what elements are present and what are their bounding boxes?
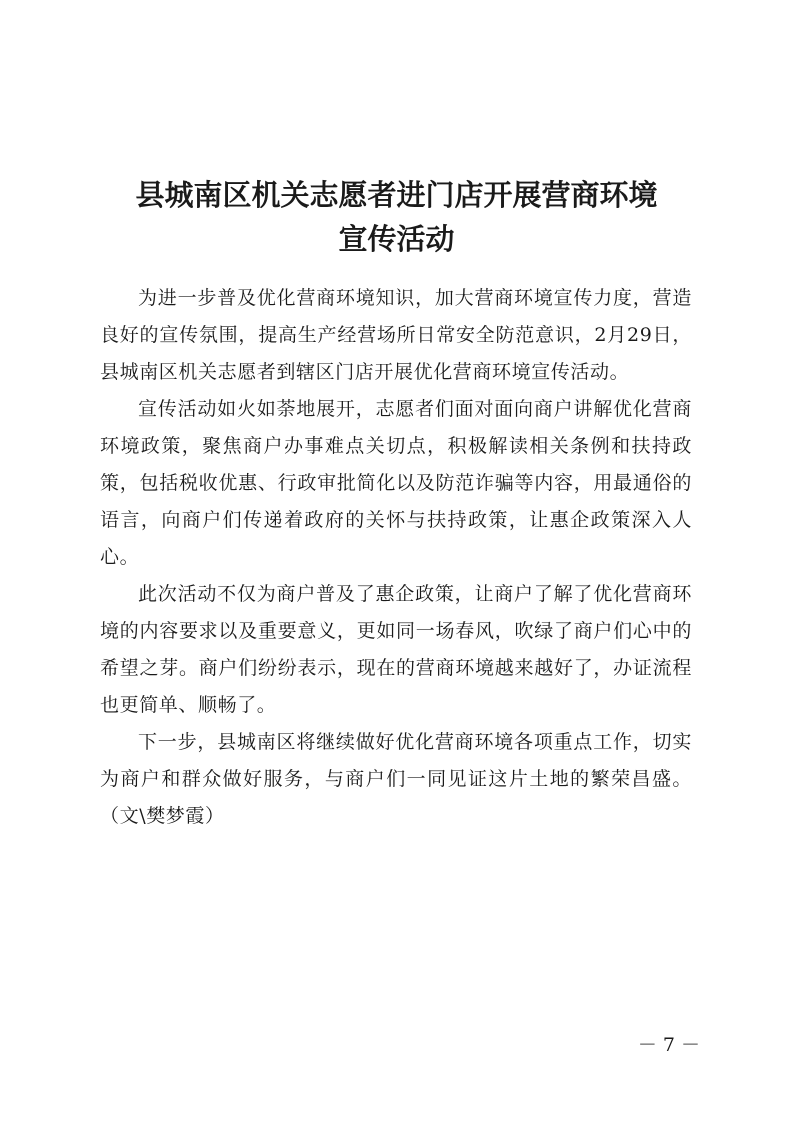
paragraph-1: 为进一步普及优化营商环境知识，加大营商环境宣传力度，营造良好的宣传氛围，提高生产经营场所日常安全防范意识，2月29日，县城南区机关志愿者到辖区门店开展优化营商环境宣传活动。 xyxy=(100,287,692,383)
paragraph-2: 宣传活动如火如荼地展开，志愿者们面对面向商户讲解优化营商环境政策，聚焦商户办事难点关切点，积极解读相关条例和扶持政策，包括税收优惠、行政审批简化以及防范诈骗等内容，用最通俗的语言，向商户们传递着政府的关怀与扶持政策，让惠企政策深入人心。 xyxy=(100,398,692,568)
document-body xyxy=(100,280,692,835)
paragraph-4: 下一步，县城南区将继续做好优化营商环境各项重点工作，切实为商户和群众做好服务，与商户们一同见证这片土地的繁荣昌盛。（文\樊梦霞） xyxy=(100,731,692,827)
document-title-line-1: 县城南区机关志愿者进门店开展营商环境 xyxy=(135,178,658,212)
document-title-line-2: 宣传活动 xyxy=(338,222,455,256)
paragraph-3: 此次活动不仅为商户普及了惠企政策，让商户了解了优化营商环境的内容要求以及重要意义，更如同一场春风，吹绿了商户们心中的希望之芽。商户们纷纷表示，现在的营商环境越来越好了，办证流程也更简单、顺畅了。 xyxy=(100,583,692,716)
page-number: － 7 － xyxy=(637,1034,700,1056)
